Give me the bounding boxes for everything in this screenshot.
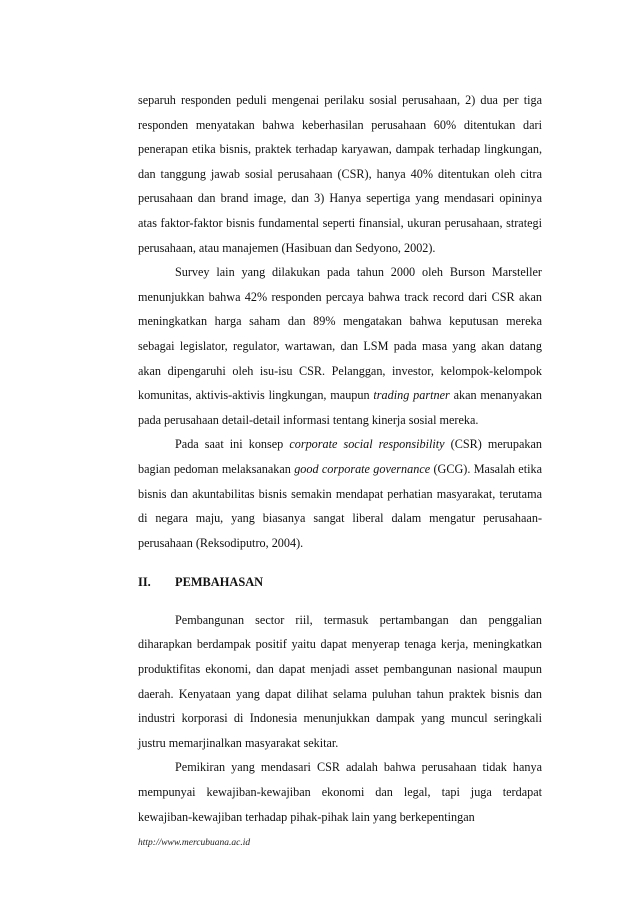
italic-term: good corporate governance bbox=[294, 461, 431, 476]
section-heading bbox=[138, 570, 542, 595]
page-body bbox=[138, 88, 542, 829]
paragraph-text: Pada saat ini konsep bbox=[175, 437, 290, 452]
paragraph-pemikiran-csr: Pemikiran yang mendasari CSR adalah bahwa perusahaan tidak hanya mempunyai kewajiban-kewajiban ekonomi dan legal, tapi juga terdapat kewajiban-kewajiban terhadap pihak-pihak lain yang berkepentingan bbox=[138, 760, 542, 824]
italic-term: corporate social responsibility bbox=[289, 437, 445, 452]
paragraph-burson-marsteller bbox=[138, 260, 542, 432]
paragraph-csr-gcg bbox=[138, 432, 542, 555]
paragraph-pembangunan: Pembangunan sector riil, termasuk pertambangan dan penggalian diharapkan berdampak positif yaitu dapat menyerap tenaga kerja, meningkatkan produktifitas ekonomi, dan dapat menjadi asset pembangunan nasional maupun daerah. Kenyataan yang dapat dilihat selama puluhan tahun praktek bisnis dan industri korporasi di Indonesia menunjukkan dampak yang muncul seringkali justru memarjinalkan masyarakat sekitar. bbox=[138, 612, 542, 750]
paragraph-survey-continuation: separuh responden peduli mengenai perilaku sosial perusahaan, 2) dua per tiga responden menyatakan bahwa keberhasilan perusahaan 60% ditentukan dari penerapan etika bisnis, praktek terhadap karyawan, dampak terhadap lingkungan, dan tanggung jawab sosial perusahaan (CSR), hanya 40% ditentukan oleh citra perusahaan dan brand image, dan 3) Hanya sepertiga yang mendasari opininya atas faktor-faktor bisnis fundamental seperti finansial, ukuran perusahaan, strategi perusahaan, atau manajemen (Hasibuan dan Sedyono, 2002). bbox=[138, 93, 542, 255]
paragraph-text: (GCG). Masalah etika bisnis dan akuntabilitas bisnis semakin mendapat perhatian masyarakat, terutama di negara maju, yang biasanya sangat liberal dalam mengatur perusahaan-perusahaan (Reksodiputro, 2004). bbox=[138, 461, 542, 550]
paragraph-text: Survey lain yang dilakukan pada tahun 2000 oleh Burson Marsteller menunjukkan bahwa 42% responden percaya bahwa track record dari CSR akan meningkatkan harga saham dan 89% mengatakan bahwa keputusan mereka sebagai legislator, regulator, wartawan, dan LSM pada masa yang akan datang akan dipengaruhi oleh isu-isu CSR. Pelanggan, investor, kelompok-kelompok komunitas, aktivis-aktivis lingkungan, maupun bbox=[138, 265, 542, 403]
footer-url: http://www.mercubuana.ac.id bbox=[138, 838, 251, 848]
paragraph-text: (CSR) merupakan bagian pedoman melaksanakan bbox=[138, 437, 543, 476]
paragraph-text: akan menanyakan pada perusahaan detail-detail informasi tentang kinerja sosial mereka. bbox=[138, 388, 543, 427]
section-title: PEMBAHASAN bbox=[175, 575, 264, 590]
section-number: II. bbox=[138, 575, 151, 590]
italic-term: trading partner bbox=[373, 388, 450, 403]
